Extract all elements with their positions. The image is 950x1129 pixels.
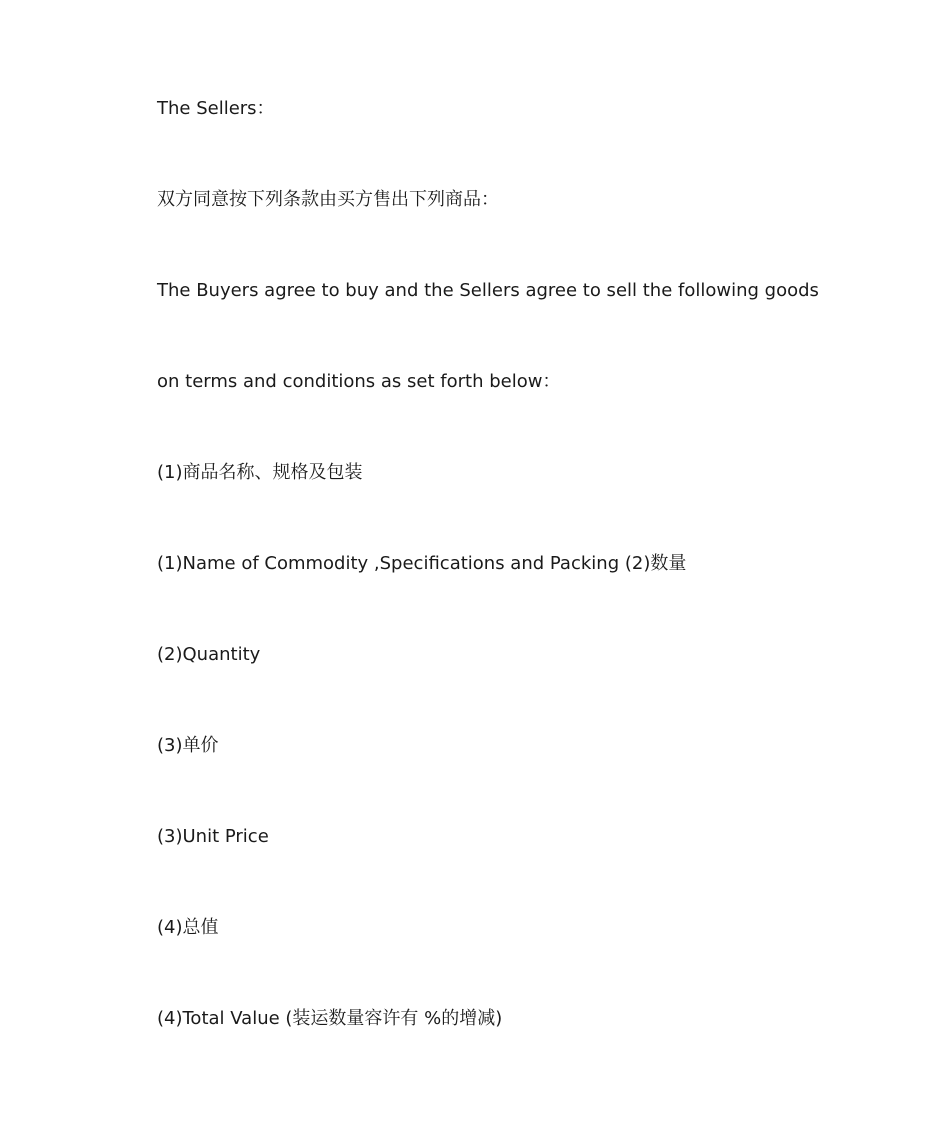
item-1-chinese: (1)商品名称、规格及包装 bbox=[157, 462, 363, 483]
item-3-english: (3)Unit Price bbox=[157, 826, 269, 847]
agreement-clause-english-2: on terms and conditions as set forth below： bbox=[157, 371, 561, 392]
item-1-english: (1)Name of Commodity ,Specifications and Packing (2)数量 bbox=[157, 553, 687, 574]
agreement-clause-english-1: The Buyers agree to buy and the Sellers agree to sell the following goods bbox=[157, 280, 819, 301]
item-2-english: (2)Quantity bbox=[157, 644, 261, 665]
agreement-clause-chinese: 双方同意按下列条款由买方售出下列商品： bbox=[157, 189, 499, 210]
item-3-chinese: (3)单价 bbox=[157, 735, 219, 756]
item-4-chinese: (4)总值 bbox=[157, 917, 219, 938]
item-4-english: (4)Total Value (装运数量容许有 %的增减) bbox=[157, 1008, 503, 1029]
sellers-label: The Sellers： bbox=[157, 98, 275, 119]
